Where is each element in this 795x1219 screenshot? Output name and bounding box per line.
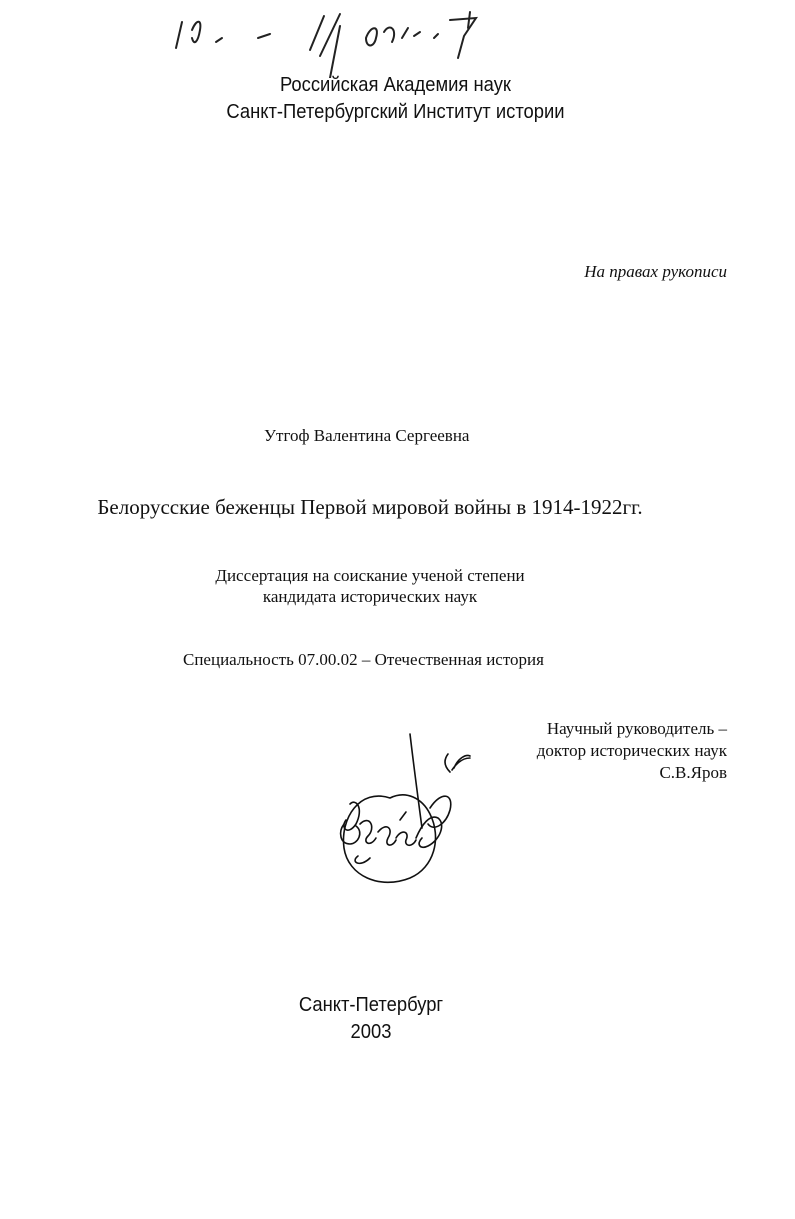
degree-line-2: кандидата исторических наук [262, 587, 478, 606]
degree-line-1: Диссертация на соискание ученой степени [215, 566, 525, 585]
manuscript-rights-note: На правах рукописи [584, 262, 727, 281]
institute-name: Санкт-Петербургский Институт истории [226, 101, 565, 123]
institution-header [30, 72, 761, 126]
footer-place-date [30, 992, 713, 1046]
academy-name: Российская Академия наук [279, 74, 511, 96]
supervisor-degree: доктор исторических наук [536, 741, 727, 760]
supervisor-role: Научный руководитель – [546, 719, 727, 738]
degree-statement [0, 565, 740, 607]
supervisor-block [537, 718, 727, 784]
specialty-line: Специальность 07.00.02 – Отечественная история [183, 650, 544, 669]
author-name: Утгоф Валентина Сергеевна [264, 426, 470, 445]
handwritten-archive-mark [170, 8, 490, 78]
handwritten-signature [330, 728, 490, 898]
footer-city: Санкт-Петербург [298, 994, 444, 1016]
thesis-title: Белорусские беженцы Первой мировой войны в 1914-1922гг. [97, 495, 643, 519]
footer-year: 2003 [350, 1021, 392, 1043]
supervisor-name: С.В.Яров [659, 763, 727, 782]
